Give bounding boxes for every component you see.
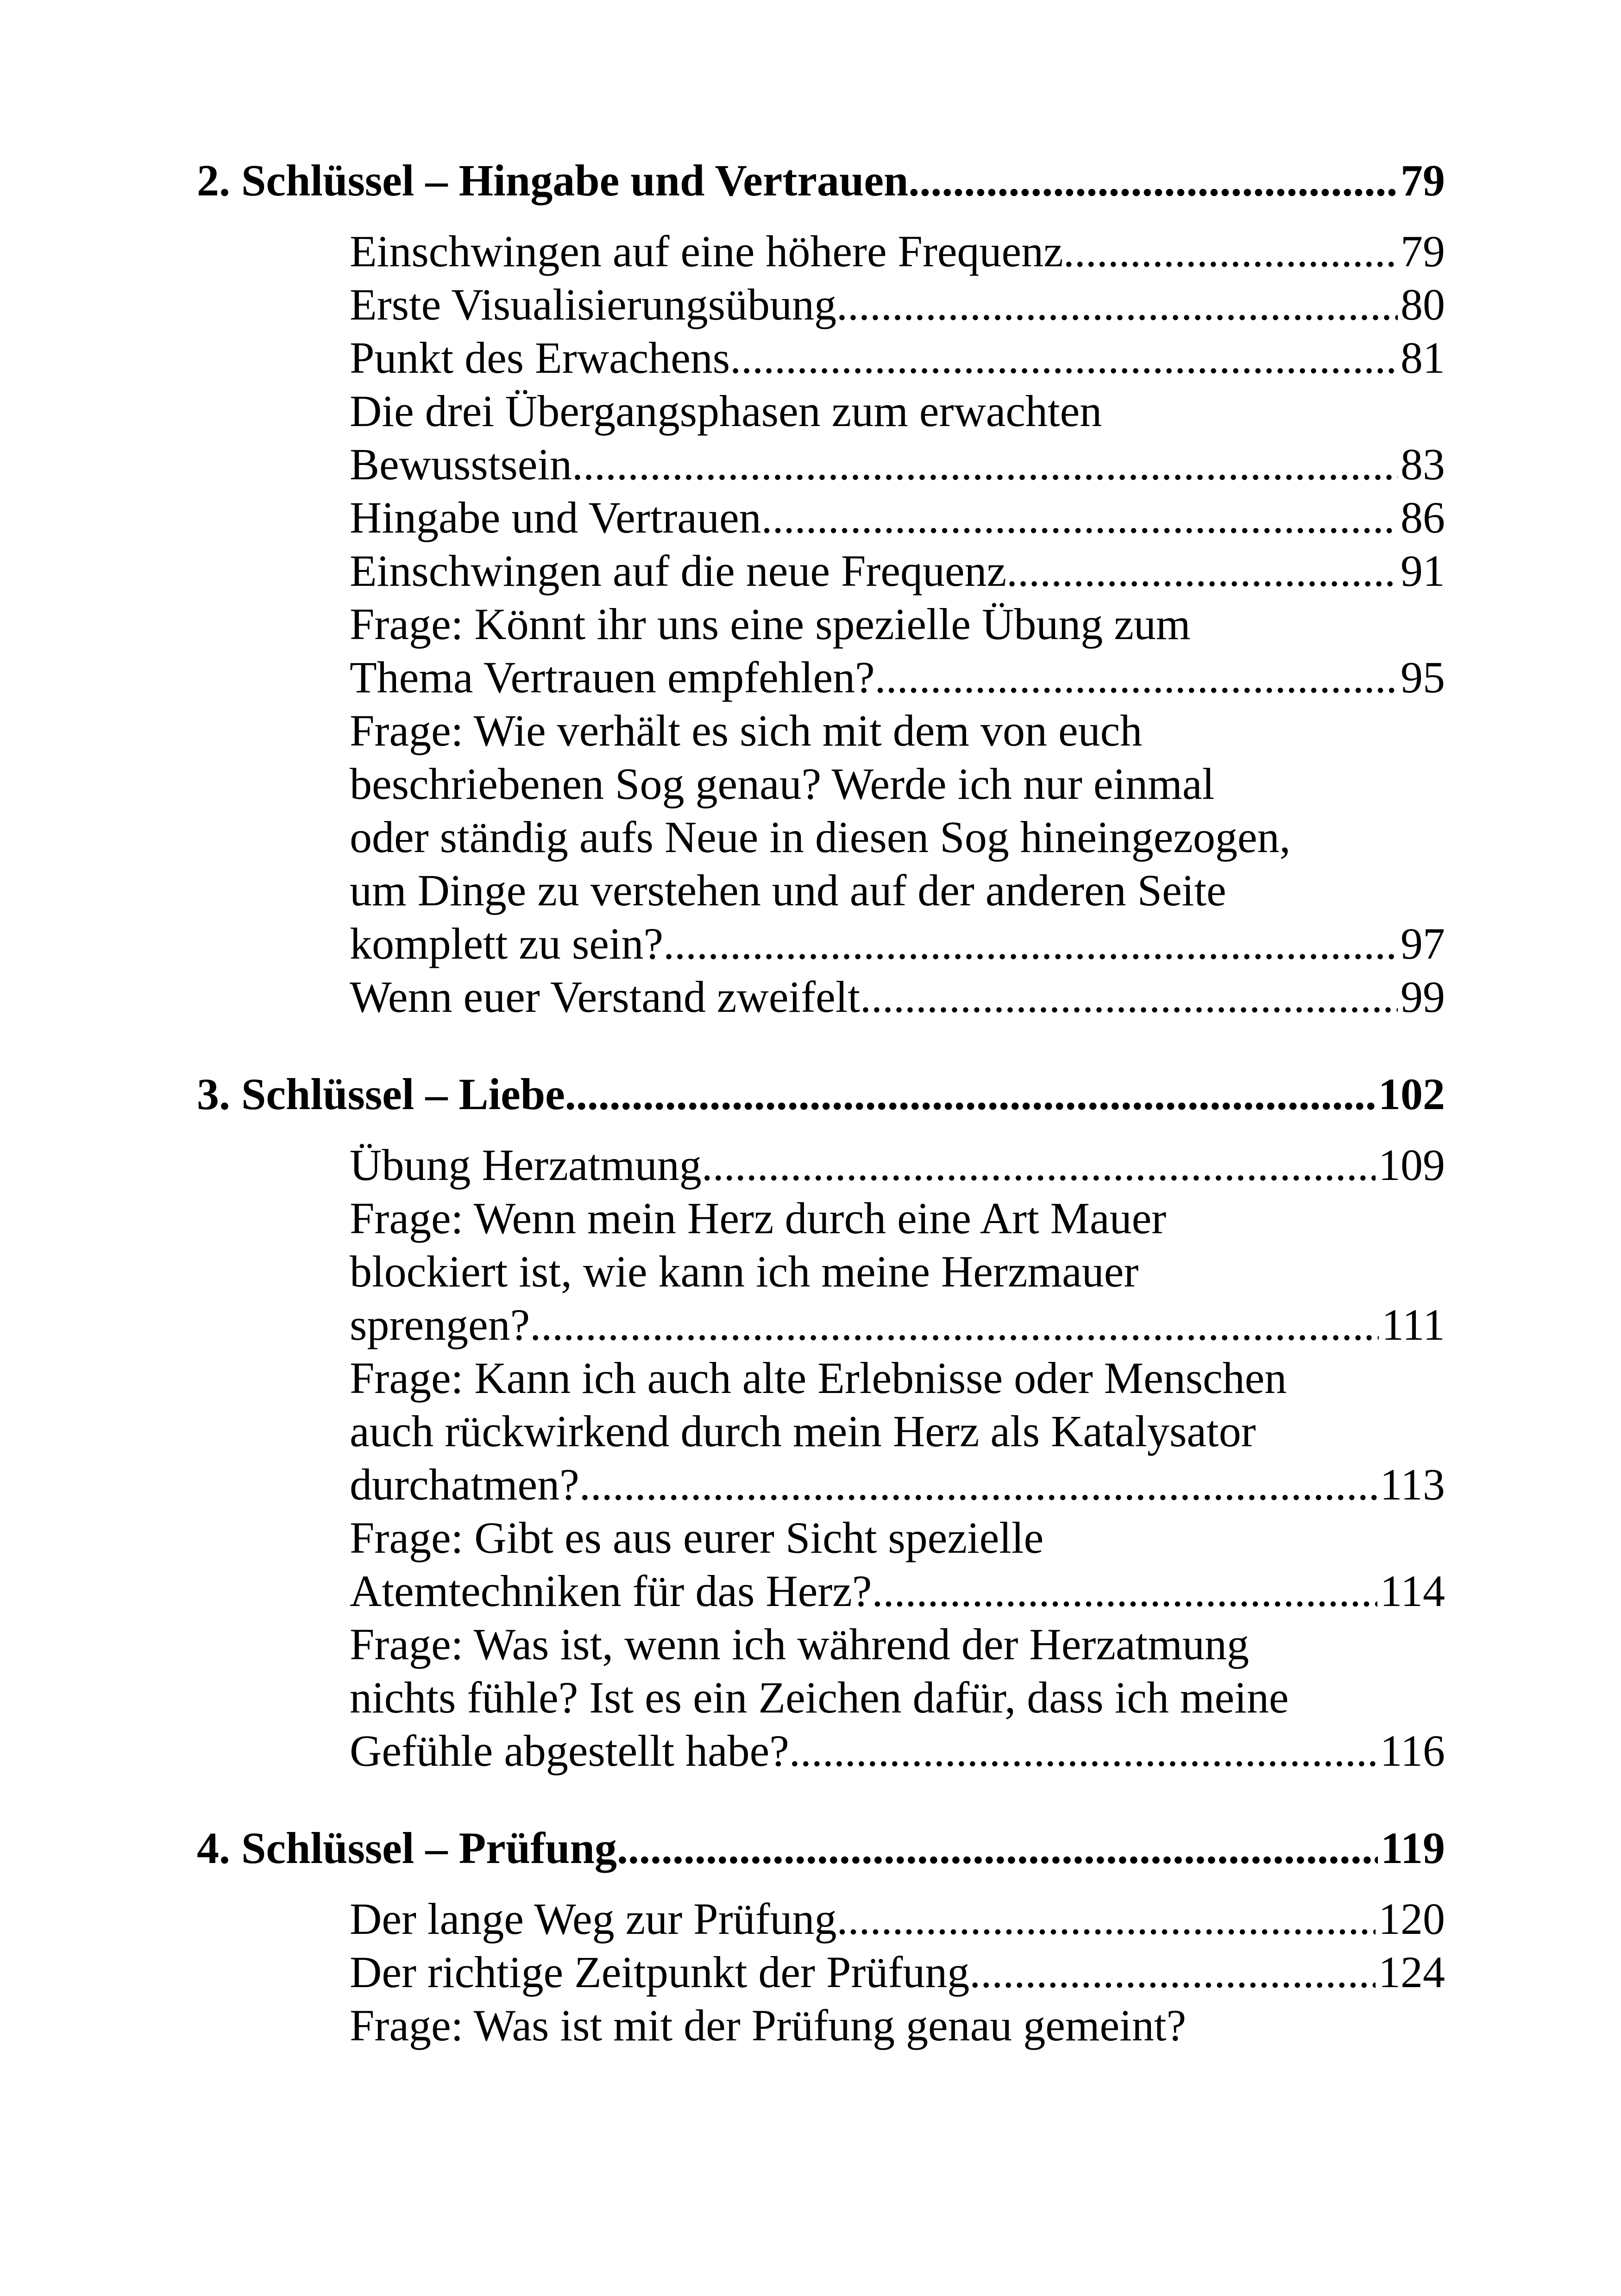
entry-title: Wenn euer Verstand zweifelt [350,972,861,1022]
dot-leader [617,1817,1378,1879]
entry-page-number: 80 [1401,280,1445,329]
toc-entry [350,1892,1445,1945]
toc-entry [350,704,1445,970]
dot-leader [730,331,1398,384]
entry-page-number: 116 [1380,1726,1445,1775]
chapter-title: 4. Schlüssel – Prüfung [197,1823,617,1873]
dot-leader [969,1945,1376,1999]
entry-page-number: 83 [1401,439,1445,489]
entry-title: Punkt des Erwachens [350,333,730,383]
entry-title-line: Frage: Wie verhält es sich mit dem von euch [350,706,1143,755]
chapter-title: 2. Schlüssel – Hingabe und Vertrauen [197,156,909,205]
toc-section [197,1063,1445,1777]
dot-leader [1063,225,1398,278]
toc-entry [350,384,1445,491]
toc-entry [350,225,1445,278]
dot-leader [1006,544,1398,597]
toc-entry [350,1618,1445,1777]
dot-leader [663,917,1398,970]
entry-title-line: Frage: Gibt es aus eurer Sicht spezielle [350,1513,1044,1562]
entry-title: Einschwingen auf eine höhere Frequenz [350,226,1063,276]
chapter-heading [197,149,1445,212]
entry-title: komplett zu sein? [350,919,664,968]
entry-title-line: beschriebenen Sog genau? Werde ich nur einmal [350,759,1215,809]
entry-title: Gefühle abgestellt habe? [350,1726,789,1775]
dot-leader [702,1138,1376,1192]
entry-title: Der lange Weg zur Prüfung [350,1894,837,1944]
entry-page-number: 79 [1401,226,1445,276]
chapter-page-number: 102 [1378,1069,1445,1119]
entry-page-number: 113 [1380,1460,1445,1509]
dot-leader [837,1892,1376,1945]
entry-title-line: nichts fühle? Ist es ein Zeichen dafür, dass ich meine [350,1673,1289,1722]
chapter-page-number: 119 [1381,1823,1445,1873]
entry-title: sprengen? [350,1300,530,1349]
dot-leader [908,149,1398,212]
toc-entry [350,1511,1445,1618]
toc-entry [350,597,1445,704]
entry-page-number: 109 [1378,1140,1445,1190]
entry-title-line: Frage: Wenn mein Herz durch eine Art Mauer [350,1193,1167,1243]
entry-title: Hingabe und Vertrauen [350,493,761,542]
entry-title-line: Frage: Was ist mit der Prüfung genau gemeint? [350,2001,1187,2050]
toc-entry [350,1999,1445,2052]
toc-entry [350,544,1445,597]
entry-list [350,1138,1445,1777]
chapter-title: 3. Schlüssel – Liebe [197,1069,565,1119]
entry-list [350,1892,1445,2052]
entry-title-line: Frage: Kann ich auch alte Erlebnisse oder Menschen [350,1353,1287,1403]
entry-title-line: oder ständig aufs Neue in diesen Sog hineingezogen, [350,812,1291,862]
entry-page-number: 91 [1401,546,1445,596]
entry-list [350,225,1445,1023]
toc-entry [350,331,1445,384]
entry-title-line: um Dinge zu verstehen und auf der anderen Seite [350,866,1226,915]
dot-leader [860,970,1398,1023]
toc-entry [350,1192,1445,1351]
entry-page-number: 120 [1378,1894,1445,1944]
entry-page-number: 114 [1380,1566,1445,1616]
toc-entry [350,970,1445,1023]
toc-entry [350,1138,1445,1192]
chapter-heading [197,1817,1445,1879]
toc-entry [350,1945,1445,1999]
entry-page-number: 81 [1401,333,1445,383]
chapter-heading [197,1063,1445,1125]
entry-page-number: 111 [1382,1300,1445,1349]
entry-title-line: blockiert ist, wie kann ich meine Herzmauer [350,1247,1139,1296]
dot-leader [572,438,1398,491]
entry-page-number: 95 [1401,652,1445,702]
entry-title-line: auch rückwirkend durch mein Herz als Katalysator [350,1406,1256,1456]
entry-title-line: Frage: Was ist, wenn ich während der Herzatmung [350,1619,1249,1669]
entry-page-number: 99 [1401,972,1445,1022]
dot-leader [836,278,1398,331]
entry-page-number: 97 [1401,919,1445,968]
toc-entry [350,491,1445,544]
dot-leader [761,491,1398,544]
table-of-contents [197,149,1445,2052]
entry-title: Atemtechniken für das Herz? [350,1566,872,1616]
entry-title: Einschwingen auf die neue Frequenz [350,546,1007,596]
dot-leader [530,1298,1379,1351]
dot-leader [872,1564,1377,1618]
entry-title: Bewusstsein [350,439,572,489]
entry-title-line: Die drei Übergangsphasen zum erwachten [350,386,1102,436]
toc-section [197,149,1445,1023]
entry-title: Thema Vertrauen empfehlen? [350,652,875,702]
entry-title: Erste Visualisierungsübung [350,280,837,329]
entry-title: durchatmen? [350,1460,579,1509]
entry-title-line: Frage: Könnt ihr uns eine spezielle Übung zum [350,599,1191,649]
dot-leader [579,1458,1377,1511]
dot-leader [565,1063,1376,1125]
toc-entry [350,1351,1445,1511]
toc-section [197,1817,1445,2052]
entry-title: Der richtige Zeitpunkt der Prüfung [350,1947,970,1997]
dot-leader [875,651,1398,704]
dot-leader [789,1724,1377,1777]
entry-page-number: 86 [1401,493,1445,542]
entry-title: Übung Herzatmung [350,1140,702,1190]
entry-page-number: 124 [1378,1947,1445,1997]
toc-entry [350,278,1445,331]
chapter-page-number: 79 [1401,156,1445,205]
